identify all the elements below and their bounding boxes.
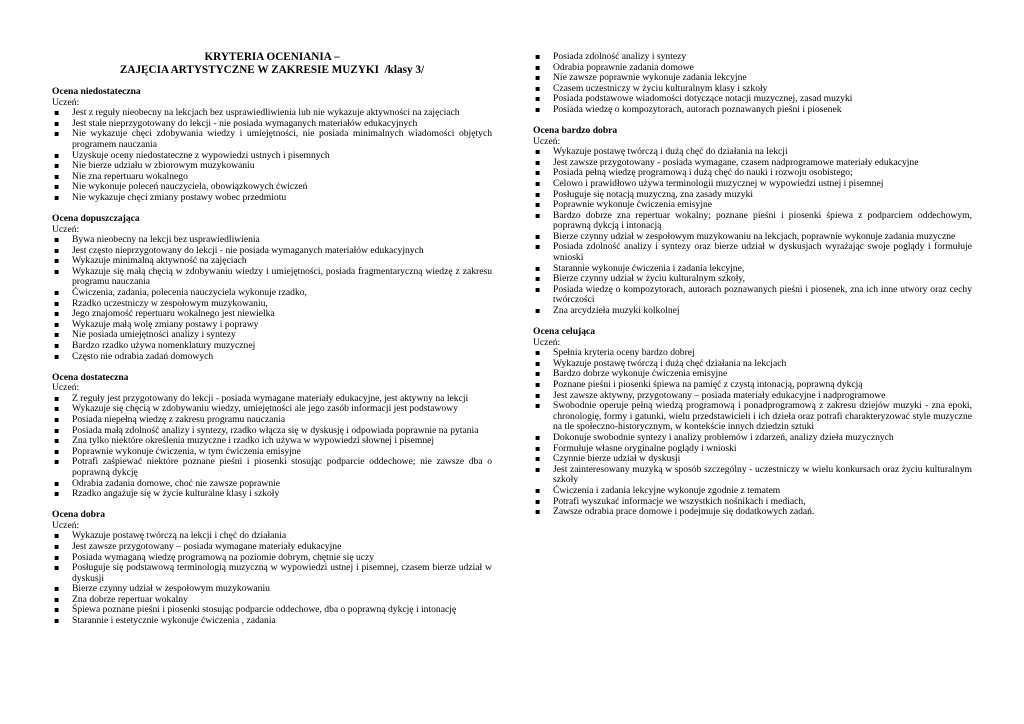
document-title: KRYTERIA OCENIANIA – — [204, 51, 340, 63]
criteria-item: ▪ Posiada małą zdolność analizy i syntezy, rzadko włącza się w dyskusję i odpowiada poprawnie na pytania — [52, 426, 492, 437]
criteria-item: ▪ Posługuje się podstawową terminologią muzyczną w wypowiedzi ustnej i pisemnej, czasem bierze udział w dyskusji — [52, 563, 492, 584]
criteria-item: ▪ Wykazuje postawę twórczą i dużą chęć do działania na lekcji — [533, 147, 972, 158]
criteria-item: ▪ Wykazuje postawę twórczą na lekcji i chęć do działania — [52, 531, 492, 542]
criteria-item: ▪ Dokonuje swobodnie syntezy i analizy problemów i zdarzeń, analizy dzieła muzycznych — [533, 433, 972, 444]
criteria-item: ▪ Zna dobrze repertuar wokalny — [52, 595, 492, 606]
criteria-item: ▪ Rzadko angażuje się w życie kulturalne klasy i szkoły — [52, 489, 492, 500]
criteria-item: ▪ Posiada niepełną wiedzę z zakresu programu nauczania — [52, 415, 492, 426]
section-heading: Ocena niedostateczna — [52, 85, 141, 97]
section-subheading: Uczeń: — [52, 223, 80, 235]
criteria-list — [52, 108, 492, 203]
criteria-item: ▪ Rzadko uczestniczy w zespołowym muzykowaniu, — [52, 299, 492, 310]
criteria-item: ▪ Zna tylko niektóre określenia muzyczne i rzadko ich używa w wypowiedzi słownej i pisemnej — [52, 436, 492, 447]
criteria-item: ▪ Posiada zdolność analizy i syntezy oraz bierze udział w dyskusjach wyrażając swoje poglądy i formułuje wnioski — [533, 242, 972, 263]
section-subheading: Uczeń: — [52, 382, 80, 394]
criteria-item: ▪ Jest zawsze przygotowany – posiada wymagane materiały edukacyjne — [52, 542, 492, 553]
criteria-item: ▪ Potrafi zaśpiewać niektóre poznane pieśni i piosenki stosując podparcie oddechowe; nie zawsze dba o poprawną dykcję — [52, 457, 492, 478]
criteria-item: ▪ Posiada wymaganą wiedzę programową na poziomie dobrym, chętnie się uczy — [52, 553, 492, 564]
section-heading: Ocena dopuszczająca — [52, 212, 140, 224]
criteria-item: ▪ Wykazuje się chęcią w zdobywaniu wiedzy, umiejętności ale jego zasób informacji jest podstawowy — [52, 404, 492, 415]
section-heading: Ocena bardzo dobra — [533, 124, 618, 136]
criteria-item: ▪ Zna arcydzieła muzyki kolkolnej — [533, 306, 972, 317]
criteria-item: ▪ Bierze czynny udział w zespołowym muzykowaniu na lekcjach, poprawnie wykonuje zadania muzyczne — [533, 232, 972, 243]
section-heading: Ocena dostateczna — [52, 371, 129, 383]
criteria-item: ▪ Nie wykazuje chęci zdobywania wiedzy i umiejętności, nie posiada minimalnych wiadomości objętych programem nauczania — [52, 129, 492, 150]
criteria-list — [52, 394, 492, 500]
section-ocena-niedostateczna — [52, 87, 492, 204]
criteria-list — [533, 348, 972, 518]
section-subheading: Uczeń: — [533, 135, 561, 147]
criteria-item: ▪ Bardzo rzadko używa nomenklatury muzycznej — [52, 341, 492, 352]
document-subtitle: ZAJĘCIA ARTYSTYCZNE W ZAKRESIE MUZYKI /klasy 3/ — [119, 63, 425, 76]
criteria-item: ▪ Jest zawsze przygotowany - posiada wymagane, czasem nadprogramowe materiały edukacyjne — [533, 158, 972, 169]
criteria-item: ▪ Spełnia kryteria oceny bardzo dobrej — [533, 348, 972, 359]
criteria-item: ▪ Wykazuje postawę twórczą i dużą chęć działania na lekcjach — [533, 359, 972, 370]
criteria-item: ▪ Nie bierze udziału w zbiorowym muzykowaniu — [52, 161, 492, 172]
criteria-item: ▪ Bierze czynny udział w zespołowym muzykowaniu — [52, 584, 492, 595]
criteria-item: ▪ Nie zawsze poprawnie wykonuje zadania lekcyjne — [533, 73, 972, 84]
criteria-item: ▪ Poprawnie wykonuje ćwiczenia, w tym ćwiczenia emisyjne — [52, 447, 492, 458]
section-heading: Ocena dobra — [52, 509, 106, 521]
criteria-item: ▪ Jest często nieprzygotowany do lekcji - nie posiada wymaganych materiałów edukacyjnych — [52, 246, 492, 257]
section-subheading: Uczeń: — [533, 336, 561, 348]
criteria-item: ▪ Posiada wiedzę o kompozytorach, autorach poznawanych pieśni i piosenek — [533, 105, 972, 116]
criteria-item: ▪ Wykazuje minimalną aktywność na zajęciach — [52, 256, 492, 267]
criteria-item: ▪ Nie wykazuje chęci zmiany postawy wobec przedmiotu — [52, 193, 492, 204]
criteria-item: ▪ Posiada wiedzę o kompozytorach, autorach poznawanych pieśni i piosenek, zna ich inne utwory oraz cechy twórczości — [533, 285, 972, 306]
section-ocena-dobra — [52, 510, 492, 627]
criteria-item: ▪ Odrabia poprawnie zadania domowe — [533, 63, 972, 74]
criteria-item: ▪ Jest stale nieprzygotowany do lekcji - nie posiada wymaganych materiałów edukacyjnych — [52, 119, 492, 130]
criteria-item: ▪ Posiada pełną wiedzę programową i dużą chęć do nauki i rozwoju osobistego; — [533, 168, 972, 179]
criteria-item: ▪ Potrafi wyszukać informacje we wszystkich nośnikach i mediach, — [533, 497, 972, 508]
criteria-item: ▪ Jest z reguły nieobecny na lekcjach bez usprawiedliwienia lub nie wykazuje aktywności na zajęciach — [52, 108, 492, 119]
criteria-item: ▪ Ćwiczenia, zadania, polecenia nauczyciela wykonuje rzadko, — [52, 288, 492, 299]
section-heading: Ocena celująca — [533, 326, 596, 338]
continued-list — [533, 52, 972, 116]
criteria-item: ▪ Nie zna repertuaru wokalnego — [52, 172, 492, 183]
left-sections — [52, 87, 492, 627]
criteria-item: ▪ Wykazuje się małą chęcią w zdobywaniu wiedzy i umiejętności, posiada fragmentaryczną wiedzę z zakresu programu nauczania — [52, 267, 492, 288]
criteria-item: ▪ Czynnie bierze udział w dyskusji — [533, 454, 972, 465]
criteria-item: ▪ Z reguły jest przygotowany do lekcji - posiada wymagane materiały edukacyjne, jest aktywny na lekcji — [52, 394, 492, 405]
criteria-item: ▪ Bardzo dobrze zna repertuar wokalny; poznane pieśni i piosenki śpiewa z podparciem oddechowym, poprawną dykcją i intonacją — [533, 211, 972, 232]
criteria-list — [533, 147, 972, 317]
criteria-item: ▪ Posiada zdolność analizy i syntezy — [533, 52, 972, 63]
criteria-item: ▪ Starannie i estetycznie wykonuje ćwiczenia , zadania — [52, 616, 492, 627]
right-column — [533, 52, 972, 518]
criteria-item: ▪ Ćwiczenia i zadania lekcyjne wykonuje zgodnie z tematem — [533, 486, 972, 497]
criteria-item: ▪ Zawsze odrabia prace domowe i podejmuje się dodatkowych zadań. — [533, 507, 972, 518]
criteria-item: ▪ Posługuje się notacją muzyczną, zna zasady muzyki — [533, 190, 972, 201]
criteria-item: ▪ Poznane pieśni i piosenki śpiewa na pamięć z czystą intonacją, poprawną dykcją — [533, 380, 972, 391]
criteria-item: ▪ Starannie wykonuje ćwiczenia i zadania lekcyjne, — [533, 264, 972, 275]
criteria-item: ▪ Często nie odrabia zadań domowych — [52, 352, 492, 363]
criteria-item: ▪ Uzyskuje oceny niedostateczne z wypowiedzi ustnych i pisemnych — [52, 151, 492, 162]
right-sections — [533, 126, 972, 518]
criteria-item: ▪ Jest zawsze aktywny, przygotowany – posiada materiały edukacyjne i nadprogramowe — [533, 391, 972, 402]
criteria-item: ▪ Nie wykonuje poleceń nauczyciela, obowiązkowych ćwiczeń — [52, 182, 492, 193]
criteria-item: ▪ Jest zainteresowany muzyką w sposób szczególny - uczestniczy w wielu konkursach oraz życiu kulturalnym szkoły — [533, 465, 972, 486]
criteria-list — [52, 531, 492, 626]
criteria-item: ▪ Wykazuje małą wolę zmiany postawy i poprawy — [52, 320, 492, 331]
criteria-item: ▪ Celowo i prawidłowo używa terminologii muzycznej w wypowiedzi ustnej i pisemnej — [533, 179, 972, 190]
criteria-item: ▪ Poprawnie wykonuje ćwiczenia emisyjne — [533, 200, 972, 211]
section-subheading: Uczeń: — [52, 519, 80, 531]
section-ocena-dopuszczajaca — [52, 214, 492, 362]
criteria-list — [52, 235, 492, 362]
criteria-item: ▪ Formułuje własne oryginalne poglądy i wnioski — [533, 444, 972, 455]
criteria-item: ▪ Jego znajomość repertuaru wokalnego jest niewielka — [52, 309, 492, 320]
section-subheading: Uczeń: — [52, 96, 80, 108]
criteria-item: ▪ Śpiewa poznane pieśni i piosenki stosując podparcie oddechowe, dba o poprawną dykcję i intonację — [52, 605, 492, 616]
criteria-item: ▪ Odrabia zadania domowe, choć nie zawsze poprawnie — [52, 479, 492, 490]
criteria-item: ▪ Bierze czynny udział w życiu kulturalnym szkoły, — [533, 274, 972, 285]
section-ocena-bardzo-dobra — [533, 126, 972, 317]
criteria-item: ▪ Bardzo dobrze wykonuje ćwiczenia emisyjne — [533, 369, 972, 380]
criteria-item: ▪ Czasem uczestniczy w życiu kulturalnym klasy i szkoły — [533, 84, 972, 95]
criteria-item: ▪ Posiada podstawowe wiadomości dotyczące notacji muzycznej, zasad muzyki — [533, 94, 972, 105]
section-ocena-celujaca — [533, 327, 972, 518]
criteria-item: ▪ Swobodnie operuje pełną wiedzą programową i ponadprogramową z zakresu dziejów muzyki - zna epoki, chronologię, formy i gatunki, wielu przedstawicieli i ich dzieła oraz potrafi charakteryzować style muzyczne na tle społeczno-historycznym, w kontekście innych dziedzin sztuki — [533, 401, 972, 433]
section-ocena-dostateczna — [52, 373, 492, 500]
criteria-item: ▪ Nie posiada umiejętności analizy i syntezy — [52, 330, 492, 341]
criteria-item: ▪ Bywa nieobecny na lekcji bez usprawiedliwienia — [52, 235, 492, 246]
left-column — [52, 0, 492, 627]
